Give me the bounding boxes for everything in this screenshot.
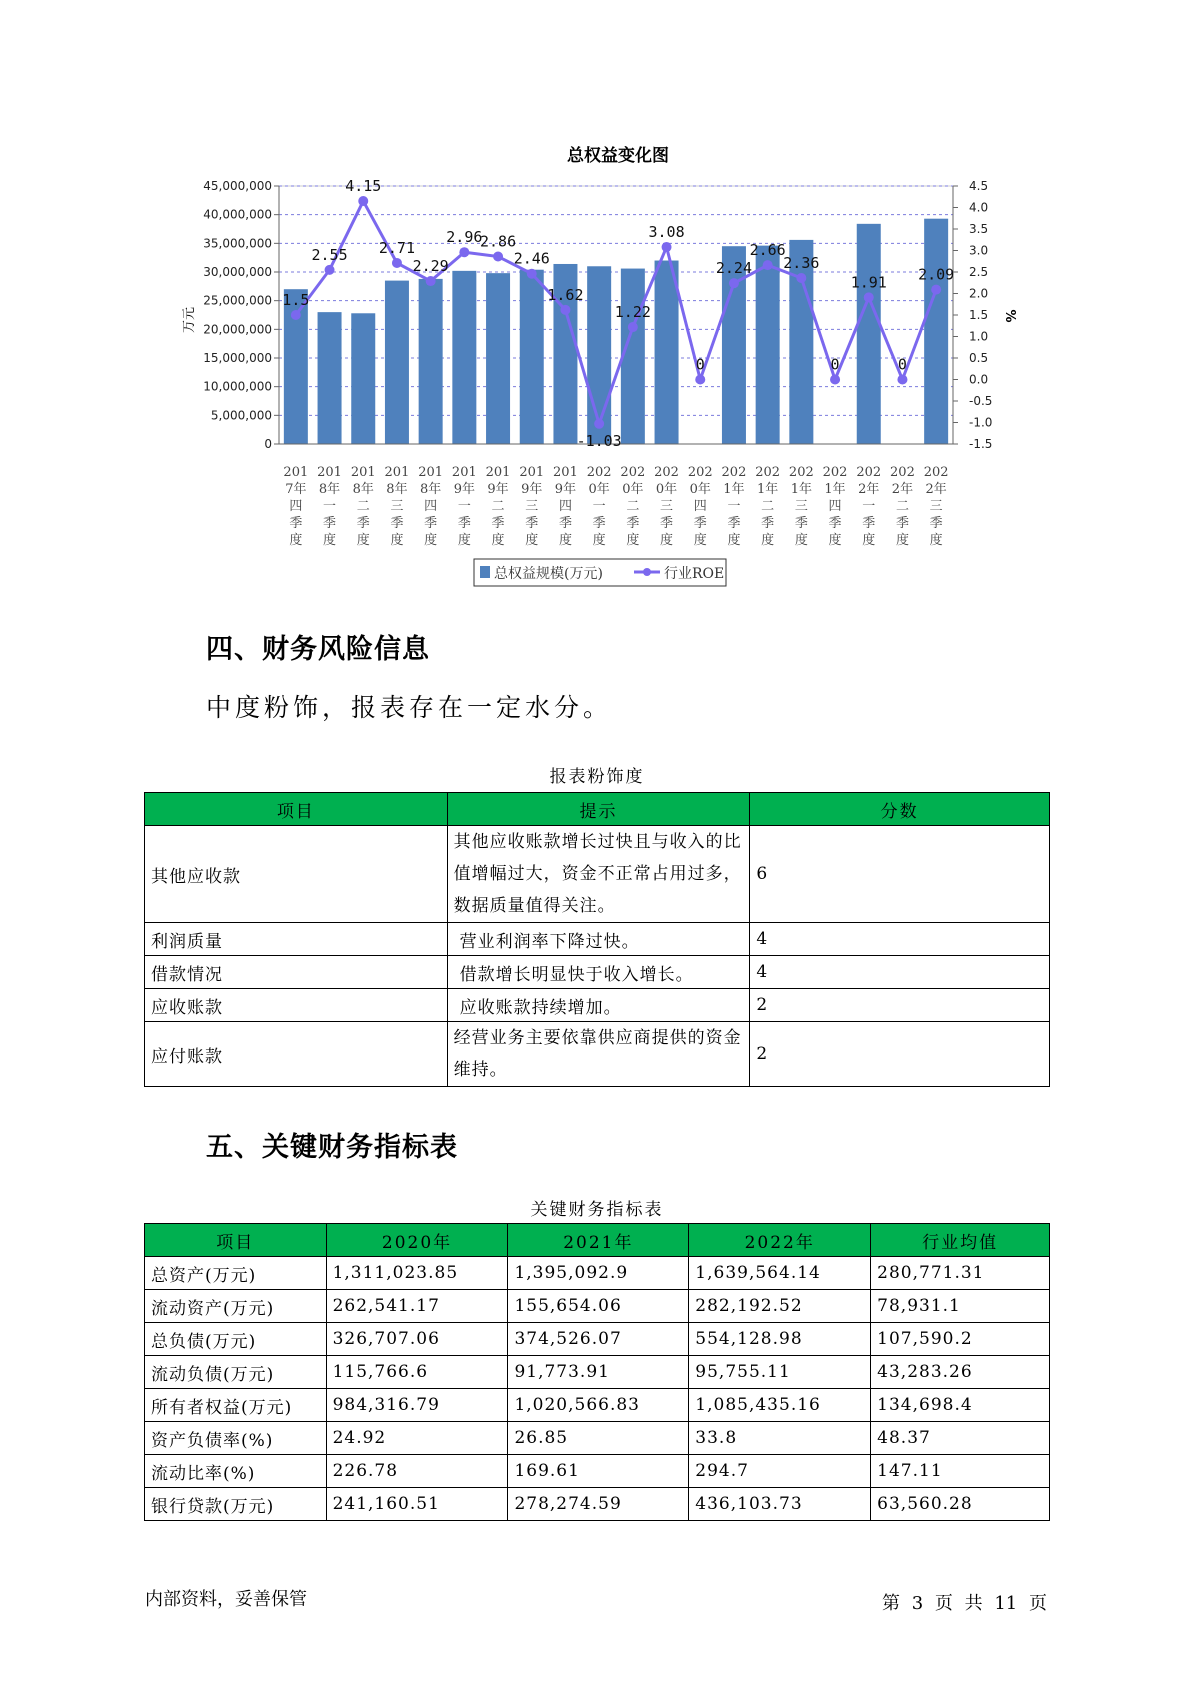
- x-tick-label-line: 度: [390, 533, 404, 548]
- section5-heading: 五、关键财务指标表: [206, 1132, 458, 1163]
- right-tick-label: 3.0: [969, 243, 989, 258]
- left-tick-label: 45,000,000: [203, 179, 272, 193]
- key-indicators-table: [144, 1223, 1050, 1521]
- x-tick-label-line: 季: [424, 516, 438, 531]
- table-cell: 155,654.06: [508, 1290, 689, 1323]
- left-tick-label: 30,000,000: [203, 265, 272, 279]
- left-axis-label: 万元: [182, 306, 197, 334]
- x-tick-label-line: 度: [491, 533, 505, 548]
- x-tick-label-line: 202: [822, 465, 848, 480]
- x-tick-label-line: 度: [457, 533, 471, 548]
- left-tick-label: 0: [264, 437, 272, 451]
- table-cell: 554,128.98: [689, 1323, 871, 1356]
- x-tick-label-line: 季: [929, 516, 943, 531]
- x-tick-label-line: 季: [761, 516, 775, 531]
- table1-caption: 报表粉饰度: [549, 767, 645, 787]
- x-tick-label: [452, 465, 477, 548]
- roe-data-label: 2.96: [446, 228, 483, 247]
- left-tick-label: 10,000,000: [203, 379, 272, 394]
- x-tick-label-line: 202: [923, 465, 949, 480]
- table2-caption: 关键财务指标表: [530, 1200, 664, 1220]
- whitewash-table: [144, 792, 1050, 1087]
- table-row: [145, 1356, 1050, 1389]
- roe-point: [594, 419, 604, 429]
- table-header-cell: 分数: [750, 793, 1050, 826]
- x-tick-label-line: 201: [519, 465, 545, 480]
- legend-bar-label: 总权益规模(万元): [494, 566, 603, 582]
- roe-data-label: 2.09: [918, 265, 955, 284]
- x-tick-label-line: 度: [794, 533, 808, 548]
- table-cell: 436,103.73: [689, 1488, 871, 1521]
- x-tick-label: [587, 465, 612, 548]
- table-header-cell: 2022年: [689, 1224, 871, 1257]
- roe-data-label: 2.86: [479, 232, 517, 251]
- x-axis-labels: [283, 465, 948, 548]
- roe-point: [628, 322, 638, 332]
- x-tick-label-line: 201: [418, 465, 444, 480]
- section4-text: 中度粉饰，报表存在一定水分。: [206, 693, 613, 722]
- table-row: [145, 1290, 1050, 1323]
- score-cell: 6: [750, 826, 1050, 923]
- x-tick-label-line: 季: [491, 516, 505, 531]
- x-tick-label-line: 度: [558, 533, 572, 548]
- roe-point: [392, 258, 402, 268]
- roe-point: [897, 375, 907, 385]
- x-tick-label-line: 二: [761, 499, 775, 514]
- score-cell: 2: [750, 1022, 1050, 1087]
- table-cell: 总负债(万元): [145, 1323, 327, 1356]
- table-cell: 63,560.28: [871, 1488, 1050, 1521]
- table-header-row: [145, 1224, 1050, 1257]
- x-tick-label-line: 季: [323, 516, 337, 531]
- table-cell: 282,192.52: [689, 1290, 871, 1323]
- legend-bar-swatch: [480, 566, 490, 578]
- hint-cell: 应收账款持续增加。: [447, 989, 750, 1022]
- roe-data-label: 1.22: [614, 303, 651, 322]
- roe-data-label: 4.15: [345, 177, 382, 196]
- left-tick-label: 40,000,000: [203, 207, 272, 222]
- x-tick-label: [755, 465, 780, 548]
- legend-line-marker: [643, 568, 651, 576]
- right-tick-label: 4.0: [969, 200, 989, 215]
- table-row: [145, 1323, 1050, 1356]
- equity-bar: [520, 270, 544, 444]
- x-tick-label-line: 度: [693, 533, 707, 548]
- x-tick-label-line: 202: [721, 465, 747, 480]
- roe-data-label: 2.55: [311, 245, 348, 264]
- x-tick-label-line: 1年: [824, 482, 846, 497]
- chart-legend: [474, 559, 726, 586]
- table-cell: 24.92: [326, 1422, 508, 1455]
- equity-bar: [924, 219, 948, 444]
- equity-bar: [452, 271, 476, 444]
- roe-point: [796, 273, 806, 283]
- table-row: [145, 1022, 1050, 1087]
- x-tick-label-line: 度: [660, 533, 674, 548]
- x-tick-label-line: 季: [660, 516, 674, 531]
- x-tick-label-line: 8年: [318, 482, 341, 497]
- right-tick-label: 0.5: [969, 351, 989, 365]
- table-row: [145, 989, 1050, 1022]
- right-tick-label: 1.0: [969, 329, 989, 344]
- x-tick-label-line: 季: [727, 516, 741, 531]
- roe-point: [931, 285, 941, 295]
- x-tick-label: [823, 465, 848, 548]
- table-cell: 280,771.31: [871, 1257, 1050, 1290]
- x-tick-label-line: 2年: [925, 482, 947, 497]
- x-tick-label: [654, 465, 679, 548]
- table-cell: 1,020,566.83: [508, 1389, 689, 1422]
- x-tick-label-line: 度: [592, 533, 606, 548]
- table-cell: 134,698.4: [871, 1389, 1050, 1422]
- right-tick-label: -1.0: [969, 415, 993, 430]
- x-tick-label-line: 9年: [521, 482, 543, 497]
- right-tick-label: 0.0: [969, 372, 989, 387]
- x-tick-label-line: 1年: [723, 482, 745, 497]
- table-cell: 1,085,435.16: [689, 1389, 871, 1422]
- equity-bar: [351, 313, 375, 444]
- table-cell: 所有者权益(万元): [145, 1389, 327, 1422]
- x-tick-label: [385, 465, 410, 548]
- x-tick-label-line: 0年: [655, 482, 678, 497]
- roe-point: [426, 276, 436, 286]
- x-tick-label-line: 201: [553, 465, 578, 480]
- x-tick-label-line: 四: [693, 499, 707, 514]
- x-tick-label-line: 一: [457, 499, 471, 514]
- table-row: [145, 923, 1050, 956]
- x-tick-label-line: 0年: [689, 482, 711, 497]
- x-tick-label-line: 度: [727, 533, 741, 548]
- x-tick-label-line: 度: [356, 533, 370, 548]
- equity-bar: [419, 279, 443, 444]
- x-tick-label-line: 季: [289, 516, 303, 531]
- x-tick-label-line: 度: [289, 533, 303, 548]
- table-header-cell: 提示: [447, 793, 750, 826]
- x-tick-label-line: 201: [283, 465, 309, 480]
- x-tick-label-line: 202: [755, 465, 781, 480]
- hint-cell: 经营业务主要依靠供应商提供的资金维持。: [447, 1022, 750, 1087]
- x-tick-label-line: 季: [457, 516, 471, 531]
- x-tick-label-line: 201: [451, 465, 477, 480]
- x-tick-label-line: 度: [626, 533, 640, 548]
- roe-point: [864, 292, 874, 302]
- x-tick-label: [418, 465, 443, 548]
- x-tick-label-line: 度: [929, 533, 943, 548]
- roe-data-label: 2.36: [783, 254, 820, 273]
- x-tick-label-line: 202: [687, 465, 713, 480]
- table-cell: 91,773.91: [508, 1356, 689, 1389]
- right-tick-label: -1.5: [969, 437, 993, 451]
- score-cell: 4: [750, 923, 1050, 956]
- x-tick-label-line: 一: [592, 499, 606, 514]
- x-tick-label: [620, 465, 645, 548]
- roe-data-label: 0: [897, 355, 907, 374]
- x-tick-label-line: 度: [525, 533, 539, 548]
- x-tick-label-line: 201: [485, 465, 511, 480]
- roe-data-label: 2.46: [513, 249, 550, 268]
- x-tick-label-line: 8年: [386, 482, 408, 497]
- table-cell: 1,395,092.9: [508, 1257, 689, 1290]
- roe-data-label: 3.08: [648, 223, 685, 242]
- right-axis-label: %: [1002, 309, 1017, 323]
- table-cell: 262,541.17: [326, 1290, 508, 1323]
- item-cell: 借款情况: [145, 956, 448, 989]
- x-tick-label-line: 201: [384, 465, 410, 480]
- equity-change-chart: [0, 0, 1191, 600]
- table-cell: 226.78: [326, 1455, 508, 1488]
- table-cell: 984,316.79: [326, 1389, 508, 1422]
- table-header-cell: 项目: [145, 793, 448, 826]
- x-tick-label: [890, 465, 915, 548]
- x-tick-label-line: 三: [660, 499, 674, 514]
- equity-bar: [318, 312, 342, 444]
- x-tick-label-line: 度: [323, 533, 337, 548]
- section4-heading: 四、财务风险信息: [206, 634, 430, 665]
- table-cell: 278,274.59: [508, 1488, 689, 1521]
- equity-bar: [486, 273, 510, 444]
- table-header-cell: 项目: [145, 1224, 327, 1257]
- left-tick-label: 15,000,000: [203, 351, 272, 365]
- x-tick-label-line: 0年: [588, 482, 610, 497]
- x-tick-label-line: 202: [654, 465, 679, 480]
- x-tick-label-line: 二: [626, 499, 640, 514]
- x-tick-label-line: 度: [862, 533, 876, 548]
- x-tick-label: [789, 465, 814, 548]
- roe-point: [763, 260, 773, 270]
- x-tick-label-line: 1年: [790, 482, 812, 497]
- roe-point: [325, 265, 335, 275]
- x-tick-label-line: 季: [828, 516, 842, 531]
- roe-point: [358, 196, 368, 206]
- item-cell: 应付账款: [145, 1022, 448, 1087]
- x-tick-label-line: 9年: [554, 482, 577, 497]
- x-tick-label-line: 季: [895, 516, 909, 531]
- table-cell: 241,160.51: [326, 1488, 508, 1521]
- x-tick-label: [688, 465, 713, 548]
- x-tick-label-line: 三: [525, 499, 539, 514]
- table-row: [145, 1389, 1050, 1422]
- x-tick-label-line: 9年: [453, 482, 475, 497]
- table-cell: 银行贷款(万元): [145, 1488, 327, 1521]
- right-tick-label: 4.5: [969, 179, 989, 193]
- roe-point: [695, 375, 705, 385]
- x-tick-label-line: 7年: [285, 482, 307, 497]
- x-tick-label-line: 8年: [352, 482, 374, 497]
- equity-bar: [587, 266, 611, 444]
- table-cell: 147.11: [871, 1455, 1050, 1488]
- x-tick-label-line: 四: [289, 499, 303, 514]
- x-tick-label-line: 四: [558, 499, 572, 514]
- equity-bar: [621, 269, 645, 444]
- table-cell: 374,526.07: [508, 1323, 689, 1356]
- item-cell: 其他应收款: [145, 826, 448, 923]
- table-row: [145, 1422, 1050, 1455]
- item-cell: 应收账款: [145, 989, 448, 1022]
- x-tick-label-line: 202: [620, 465, 646, 480]
- x-tick-label: [924, 465, 949, 548]
- x-tick-label-line: 二: [895, 499, 909, 514]
- equity-bar: [756, 246, 780, 444]
- equity-bar: [857, 224, 881, 444]
- roe-point: [493, 252, 503, 262]
- x-tick-label: [283, 465, 308, 548]
- table-header-row: [145, 793, 1050, 826]
- table-cell: 1,311,023.85: [326, 1257, 508, 1290]
- x-tick-label-line: 202: [586, 465, 612, 480]
- x-tick-label-line: 度: [895, 533, 909, 548]
- item-cell: 利润质量: [145, 923, 448, 956]
- table-row: [145, 826, 1050, 923]
- x-tick-label-line: 度: [424, 533, 438, 548]
- left-tick-label: 5,000,000: [210, 408, 272, 423]
- x-tick-label-line: 度: [828, 533, 842, 548]
- table-cell: 资产负债率(%): [145, 1422, 327, 1455]
- footer-confidential: 内部资料，妥善保管: [145, 1589, 307, 1610]
- table-header-cell: 2020年: [326, 1224, 508, 1257]
- table-row: [145, 956, 1050, 989]
- x-tick-label: [553, 465, 578, 548]
- roe-data-label: 2.71: [378, 238, 416, 257]
- table-cell: 26.85: [508, 1422, 689, 1455]
- x-tick-label-line: 二: [356, 499, 370, 514]
- roe-data-label: 0: [830, 355, 840, 374]
- table-cell: 总资产(万元): [145, 1257, 327, 1290]
- x-tick-label-line: 季: [356, 516, 370, 531]
- x-tick-label-line: 201: [350, 465, 376, 480]
- x-tick-label-line: 季: [626, 516, 640, 531]
- table-cell: 流动负债(万元): [145, 1356, 327, 1389]
- x-tick-label-line: 一: [727, 499, 741, 514]
- left-tick-label: 20,000,000: [203, 322, 272, 337]
- score-cell: 4: [750, 956, 1050, 989]
- table-cell: 107,590.2: [871, 1323, 1050, 1356]
- roe-data-label: 1.91: [850, 273, 887, 292]
- left-tick-label: 35,000,000: [203, 236, 272, 251]
- equity-bar: [655, 261, 679, 444]
- table-cell: 326,707.06: [326, 1323, 508, 1356]
- x-tick-label-line: 2年: [858, 482, 880, 497]
- roe-point: [560, 305, 570, 315]
- right-tick-label: 1.5: [969, 308, 989, 322]
- left-tick-label: 25,000,000: [203, 293, 272, 308]
- x-tick-label: [317, 465, 342, 548]
- x-tick-label-line: 1年: [757, 482, 779, 497]
- table-cell: 169.61: [508, 1455, 689, 1488]
- table-header-cell: 2021年: [508, 1224, 689, 1257]
- roe-point: [662, 242, 672, 252]
- right-tick-label: 2.5: [969, 265, 989, 279]
- table-cell: 33.8: [689, 1422, 871, 1455]
- x-tick-label-line: 季: [862, 516, 876, 531]
- x-tick-label-line: 一: [323, 499, 337, 514]
- table-cell: 流动资产(万元): [145, 1290, 327, 1323]
- x-tick-label-line: 0年: [622, 482, 644, 497]
- x-tick-label-line: 202: [890, 465, 915, 480]
- hint-cell: 其他应收账款增长过快且与收入的比值增幅过大，资金不正常占用过多，数据质量值得关注。: [447, 826, 750, 923]
- roe-point: [830, 375, 840, 385]
- table-cell: 1,639,564.14: [689, 1257, 871, 1290]
- roe-point: [291, 310, 301, 320]
- roe-data-label: 0: [695, 355, 705, 374]
- table-header-cell: 行业均值: [871, 1224, 1050, 1257]
- x-tick-label: [519, 465, 544, 548]
- roe-point: [527, 269, 537, 279]
- table-row: [145, 1455, 1050, 1488]
- hint-cell: 营业利润率下降过快。: [447, 923, 750, 956]
- table-cell: 43,283.26: [871, 1356, 1050, 1389]
- x-tick-label-line: 季: [558, 516, 572, 531]
- x-tick-label: [486, 465, 511, 548]
- right-tick-label: 2.0: [969, 286, 989, 301]
- x-tick-label-line: 四: [828, 499, 842, 514]
- hint-cell: 借款增长明显快于收入增长。: [447, 956, 750, 989]
- right-tick-label: -0.5: [969, 394, 993, 408]
- table-cell: 95,755.11: [689, 1356, 871, 1389]
- roe-data-label: 1.5: [282, 291, 310, 309]
- roe-data-label: 2.66: [749, 241, 786, 260]
- equity-bar: [385, 281, 409, 444]
- table-cell: 115,766.6: [326, 1356, 508, 1389]
- x-tick-label: [856, 465, 881, 548]
- chart-title: 总权益变化图: [567, 146, 669, 166]
- x-tick-label-line: 度: [761, 533, 775, 548]
- x-tick-label-line: 季: [390, 516, 404, 531]
- x-tick-label-line: 8年: [420, 482, 442, 497]
- x-tick-label-line: 三: [390, 499, 404, 514]
- x-tick-label-line: 四: [424, 499, 438, 514]
- legend-line-label: 行业ROE: [664, 566, 725, 582]
- roe-point: [729, 278, 739, 288]
- right-tick-label: 3.5: [969, 222, 989, 236]
- x-tick-label-line: 季: [525, 516, 539, 531]
- roe-data-label: 2.29: [412, 257, 449, 276]
- table-cell: 294.7: [689, 1455, 871, 1488]
- x-tick-label-line: 9年: [487, 482, 509, 497]
- footer-page-number: 第 3 页 共 11 页: [882, 1593, 1047, 1614]
- score-cell: 2: [750, 989, 1050, 1022]
- roe-data-label: 2.24: [715, 259, 753, 278]
- roe-data-label: 1.62: [547, 285, 584, 304]
- x-tick-label-line: 三: [794, 499, 808, 514]
- x-tick-label: [722, 465, 747, 548]
- x-tick-label-line: 201: [317, 465, 342, 480]
- x-tick-label-line: 2年: [891, 482, 914, 497]
- roe-data-label: -1.03: [576, 431, 622, 450]
- x-tick-label-line: 202: [788, 465, 814, 480]
- table-row: [145, 1488, 1050, 1521]
- x-tick-label-line: 季: [693, 516, 707, 531]
- x-tick-label-line: 二: [491, 499, 505, 514]
- x-tick-label-line: 季: [592, 516, 606, 531]
- roe-point: [459, 247, 469, 257]
- x-tick-label-line: 202: [856, 465, 882, 480]
- table-cell: 78,931.1: [871, 1290, 1050, 1323]
- x-tick-label-line: 一: [862, 499, 876, 514]
- x-tick-label: [351, 465, 376, 548]
- x-tick-label-line: 季: [794, 516, 808, 531]
- table-row: [145, 1257, 1050, 1290]
- table-cell: 流动比率(%): [145, 1455, 327, 1488]
- x-tick-label-line: 三: [929, 499, 943, 514]
- table-cell: 48.37: [871, 1422, 1050, 1455]
